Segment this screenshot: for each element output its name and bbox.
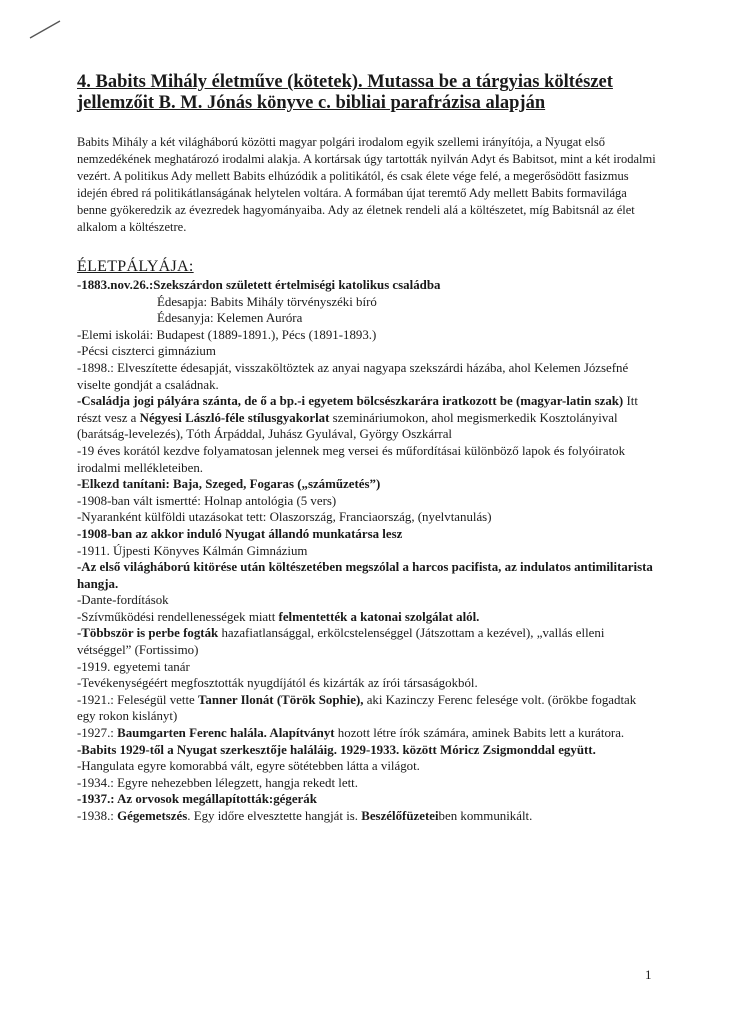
section-heading: ÉLETPÁLYÁJA: (77, 258, 194, 275)
timeline-entry: -Babits 1929-től a Nyugat szerkesztője haláláig. 1929-1933. között Móricz Zsigmonddal együtt. (77, 742, 596, 757)
timeline-entry: -Hangulata egyre komorabbá vált, egyre sötétebben látta a világot. (77, 759, 420, 774)
timeline-entry: -1908-ban vált ismertté: Holnap antológia (5 vers) (77, 493, 337, 508)
timeline-entry (77, 393, 657, 443)
timeline-entry: -1911. Újpesti Könyves Kálmán Gimnázium (77, 543, 308, 558)
text: aki Kazinczy Ferenc felesége volt. (örökbe fogadtak egy rokon kislányt) (77, 692, 637, 724)
timeline-entry: -Tevékenységéért megfosztották nyugdíjától és kizárták az írói társaságokból. (77, 676, 478, 691)
bold-text: Gégemetszés (117, 809, 188, 823)
timeline-entry: -1937.: Az orvosok megállapították:gégerák (77, 792, 317, 807)
timeline-entry: -1883.nov.26.:Szekszárdon született értelmiségi katolikus családba (77, 278, 441, 292)
text: -1927.: (77, 726, 118, 741)
timeline-entry (77, 609, 657, 626)
timeline-entry: -Az első világháború kitörése után költészetében megszólal a harcos pacifista, az indulatos antimilitarista hangja. (77, 560, 653, 591)
timeline-entry: Édesanyja: Kelemen Auróra (157, 311, 303, 326)
bold-text: Baumgarten Ferenc halála. Alapítványt (117, 726, 335, 741)
timeline-entry: Édesapja: Babits Mihály törvényszéki bíró (157, 294, 377, 309)
page-title: 4. Babits Mihály életműve (kötetek). Mutassa be a tárgyias költészet jellemzőit B. M. Jónás könyve c. bibliai parafrázisa alapján (77, 72, 613, 113)
text: -Szívműködési rendellenességek miatt (77, 609, 279, 624)
timeline-entry: -1919. egyetemi tanár (77, 659, 190, 674)
timeline-entry (77, 625, 657, 658)
text: szemináriumokon, ahol megismerkedik Kosztolányival (barátság-levelezés), Tóth Árpáddal, Juhász Gyulával, György Oszkárral (77, 410, 618, 442)
intro-paragraph: Babits Mihály a két világháború közötti magyar polgári irodalom egyik szellemi irányítója, a Nyugat első nemzedékének meghatározó irodalmi alakja. A kortársak úgy tartották nyilván Adyt és Babitsot, mint a két irodalmi vezért. A politikus Ady mellett Babits elhúzódik a politikától, és csak élete vége felé, a megerősödött fasizmus idején ébred rá politikátlanságának helytelen voltára. A formában újat teremtő Ady mellett Babits formavilága benne gyökeredzik az évezredek hagyományaiba. Ady az életnek rendeli alá a költészetet, míg Babitsnál az élet alkalom a költészetre. (77, 135, 656, 234)
text: -1938.: (77, 809, 118, 823)
timeline-entry (77, 808, 657, 825)
text: ben kommunikált. (438, 809, 533, 823)
bold-text: Beszélőfüzetei (361, 809, 439, 823)
timeline-entry (77, 692, 657, 725)
text: hozott létre írók számára, aminek Babits lett a kurátora. (334, 726, 625, 741)
text: -1921.: Feleségül vette (77, 692, 199, 707)
bold-text: felmentették a katonai szolgálat alól. (278, 609, 480, 624)
timeline-entry: -Elkezd tanítani: Baja, Szeged, Fogaras („száműzetés”) (77, 477, 381, 492)
document-page (77, 72, 657, 825)
text: . Egy időre elvesztette hangját is. (187, 809, 362, 823)
page-number: 1 (645, 967, 652, 982)
timeline-entry: -19 éves korától kezdve folyamatosan jelennek meg versei és műfordításai különböző lapok és folyóiratok irodalmi mellékleteiben. (77, 443, 626, 475)
timeline-entry (77, 725, 657, 742)
timeline-entry: -Dante-fordítások (77, 593, 169, 608)
scan-mark (28, 18, 62, 40)
bold-text: -Családja jogi pályára szánta, de ő a bp.-i egyetem bölcsészkarára iratkozott be (magyar-latin szak) (77, 394, 624, 409)
timeline-entry: -1898.: Elveszítette édesapját, visszaköltöztek az anyai nagyapa szekszárdi házába, ahol Kelemen Józsefné viselte gondját a családnak. (77, 360, 629, 392)
bold-text: -Többször is perbe fogták (77, 626, 219, 641)
timeline-entry: -Nyaranként külföldi utazásokat tett: Olaszország, Franciaország, (nyelvtanulás) (77, 510, 492, 525)
bold-text: Tanner Ilonát (Török Sophie), (198, 692, 364, 707)
text: Itt részt vesz a (77, 394, 638, 425)
timeline (77, 277, 657, 825)
text: hazafiatlansággal, erkölcstelenséggel (Játszottam a kezével), „vallás elleni vétséggel” (Fortissimo) (77, 626, 605, 658)
timeline-entry: -1908-ban az akkor induló Nyugat állandó munkatársa lesz (77, 526, 403, 541)
timeline-entry: -1934.: Egyre nehezebben lélegzett, hangja rekedt lett. (77, 775, 358, 790)
bold-text: Négyesi László-féle stílusgyakorlat (139, 410, 330, 425)
timeline-entry: -Pécsi ciszterci gimnázium (77, 344, 216, 359)
timeline-entry: -Elemi iskolái: Budapest (1889-1891.), Pécs (1891-1893.) (77, 327, 377, 342)
